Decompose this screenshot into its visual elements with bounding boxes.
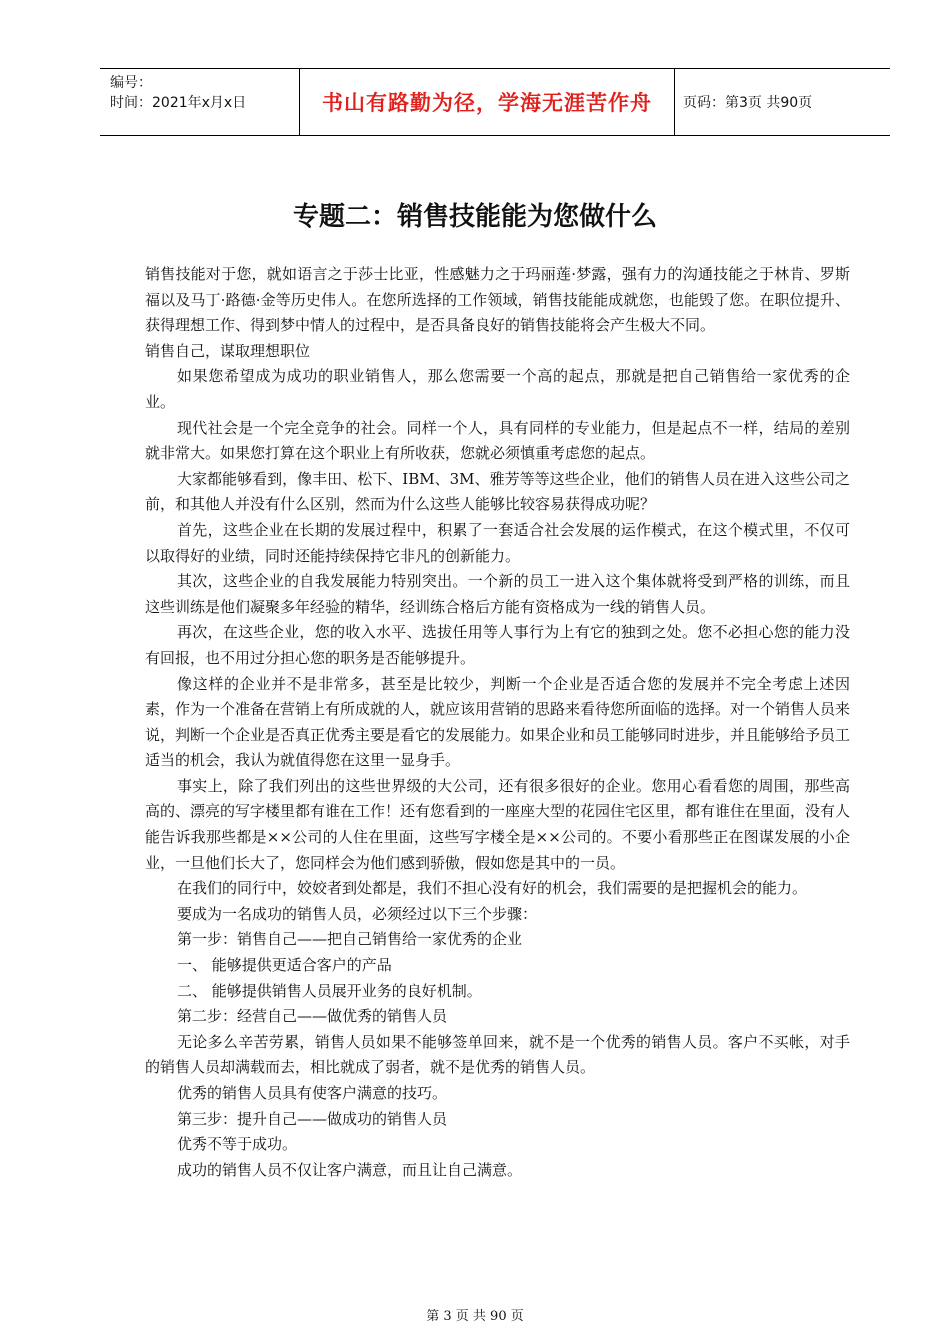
paragraph: 销售技能对于您，就如语言之于莎士比亚，性感魅力之于玛丽莲·梦露，强有力的沟通技能之于林肯、罗斯福以及马丁·路德·金等历史伟人。在您所选择的工作领域，销售技能能成就您，也能毁了您。在职位提升、获得理想工作、得到梦中情人的过程中，是否具备良好的销售技能将会产生极大不同。 [145, 265, 850, 335]
paragraph: 优秀不等于成功。 [177, 1135, 298, 1154]
paragraph: 大家都能够看到，像丰田、松下、IBM、3M、雅芳等等这些企业，他们的销售人员在进入这些公司之前，和其他人并没有什么区别，然而为什么这些人能够比较容易获得成功呢？ [145, 469, 850, 514]
paragraph: 现代社会是一个完全竞争的社会。同样一个人，具有同样的专业能力，但是起点不一样，结局的差别就非常大。如果您打算在这个职业上有所收获，您就必须慎重考虑您的起点。 [145, 418, 850, 463]
page-header [100, 68, 890, 136]
document-title: 专题二：销售技能能为您做什么 [292, 202, 657, 232]
paragraph: 一、 能够提供更适合客户的产品 [177, 956, 392, 975]
code-label: 编号： [110, 75, 152, 91]
header-meta [100, 69, 300, 135]
header-page-info: 页码：第3页 共90页 [683, 95, 813, 111]
paragraph: 无论多么辛苦劳累，销售人员如果不能够签单回来，就不是一个优秀的销售人员。客户不买帐，对手的销售人员却满载而去，相比就成了弱者，就不是优秀的销售人员。 [145, 1032, 850, 1077]
document-body [145, 262, 850, 1183]
paragraph: 销售自己，谋取理想职位 [145, 341, 311, 360]
paragraph: 第二步：经营自己——做优秀的销售人员 [177, 1007, 448, 1026]
paragraph: 事实上，除了我们列出的这些世界级的大公司，还有很多很好的企业。您用心看看您的周围，那些高高的、漂亮的写字楼里都有谁在工作！还有您看到的一座座大型的花园住宅区里，都有谁住在里面，没有人能告诉我那些都是××公司的人住在里面，这些写字楼全是××公司的。不要小看那些正在图谋发展的小企业，一旦他们长大了，您同样会为他们感到骄傲，假如您是其中的一员。 [145, 776, 851, 872]
paragraph: 要成为一名成功的销售人员，必须经过以下三个步骤： [177, 904, 538, 923]
paragraph: 在我们的同行中，姣姣者到处都是，我们不担心没有好的机会，我们需要的是把握机会的能力。 [177, 879, 808, 898]
paragraph: 优秀的销售人员具有使客户满意的技巧。 [177, 1084, 448, 1102]
paragraph: 二、 能够提供销售人员展开业务的良好机制。 [177, 981, 482, 1000]
paragraph: 如果您希望成为成功的职业销售人，那么您需要一个高的起点，那就是把自己销售给一家优秀的企业。 [145, 367, 850, 411]
paragraph: 首先，这些企业在长期的发展过程中，积累了一套适合社会发展的运作模式，在这个模式里，不仅可以取得好的业绩，同时还能持续保持它非凡的创新能力。 [145, 520, 850, 565]
paragraph: 第一步：销售自己——把自己销售给一家优秀的企业 [177, 930, 523, 949]
paragraph: 其次，这些企业的自我发展能力特别突出。一个新的员工一进入这个集体就将受到严格的训练，而且这些训练是他们凝聚多年经验的精华，经训练合格后方能有资格成为一线的销售人员。 [145, 572, 850, 616]
date-label: 时间：2021年x月x日 [110, 95, 247, 111]
paragraph: 第三步：提升自己——做成功的销售人员 [177, 1109, 448, 1128]
page-footer: 第 3 页 共 90 页 [426, 1309, 524, 1324]
paragraph: 像这样的企业并不是非常多，甚至是比较少，判断一个企业是否适合您的发展并不完全考虑上述因素，作为一个准备在营销上有所成就的人，就应该用营销的思路来看待您所面临的选择。对一个销售人员来说，判断一个企业是否真正优秀主要是看它的发展能力。如果企业和员工能够同时进步，并且能够给予员工适当的机会，我认为就值得您在这里一显身手。 [145, 674, 851, 770]
header-slogan: 书山有路勤为径，学海无涯苦作舟 [300, 69, 675, 135]
paragraph: 成功的销售人员不仅让客户满意，而且让自己满意。 [177, 1160, 523, 1179]
paragraph: 再次，在这些企业，您的收入水平、选拔任用等人事行为上有它的独到之处。您不必担心您的能力没有回报，也不用过分担心您的职务是否能够提升。 [145, 623, 850, 667]
